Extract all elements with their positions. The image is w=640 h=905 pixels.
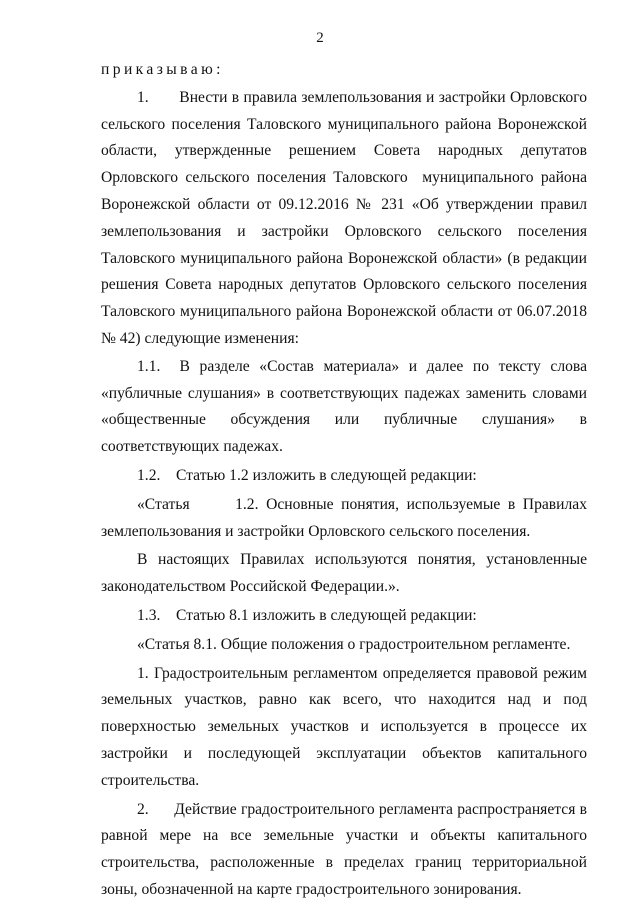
paragraph-article-1-2-title: «Статья 1.2. Основные понятия, используемые в Правилах землепользования и застройки Орловского сельского поселения. xyxy=(101,495,587,540)
paragraph-article-1-2-body: В настоящих Правилах используются понятия, установленные законодательством Российской Федерации.». xyxy=(101,551,587,596)
page-number: 2 xyxy=(316,30,324,46)
paragraph-article-8-1-title: «Статья 8.1. Общие положения о градостроительном регламенте. xyxy=(137,635,571,653)
paragraph-item-1-3: 1.3. Статью 8.1 изложить в следующей редакции: xyxy=(137,606,477,624)
decree-word: приказываю: xyxy=(101,61,224,78)
paragraph-article-8-1-point-1: 1. Градостроительным регламентом определяется правовой режим земельных участков, равно как всего, что находится над и под поверхностью земельных участков и используется в процессе их застройки и последующей эксплуатации объектов капитального строительства. xyxy=(101,664,587,789)
paragraph-item-1: 1. Внести в правила землепользования и застройки Орловского сельского поселения Таловского муниципального района Воронежской области, утвержденные решением Совета народных депутатов Орловского сельского поселения Таловского муниципального района Воронежской области от 09.12.2016 № 231 «Об утверждении правил землепользования и застройки Орловского сельского поселения Таловского муниципального района Воронежской области» (в редакции решения Совета народных депутатов Орловского сельского поселения Таловского муниципального района Воронежской области от 06.07.2018 № 42) следующие изменения: xyxy=(101,88,587,347)
paragraph-item-1-2: 1.2. Статью 1.2 изложить в следующей редакции: xyxy=(137,466,477,484)
document-body xyxy=(101,57,587,904)
paragraph-article-8-1-point-2: 2. Действие градостроительного регламента распространяется в равной мере на все земельные участки и объекты капитального строительства, расположенные в пределах границ территориальной зоны, обозначенной на карте градостроительного зонирования. xyxy=(101,800,587,898)
paragraph-item-1-1: 1.1. В разделе «Состав материала» и далее по тексту слова «публичные слушания» в соответствующих падежах заменить словами «общественные обсуждения или публичные слушания» в соответствующих падежах. xyxy=(101,357,587,456)
